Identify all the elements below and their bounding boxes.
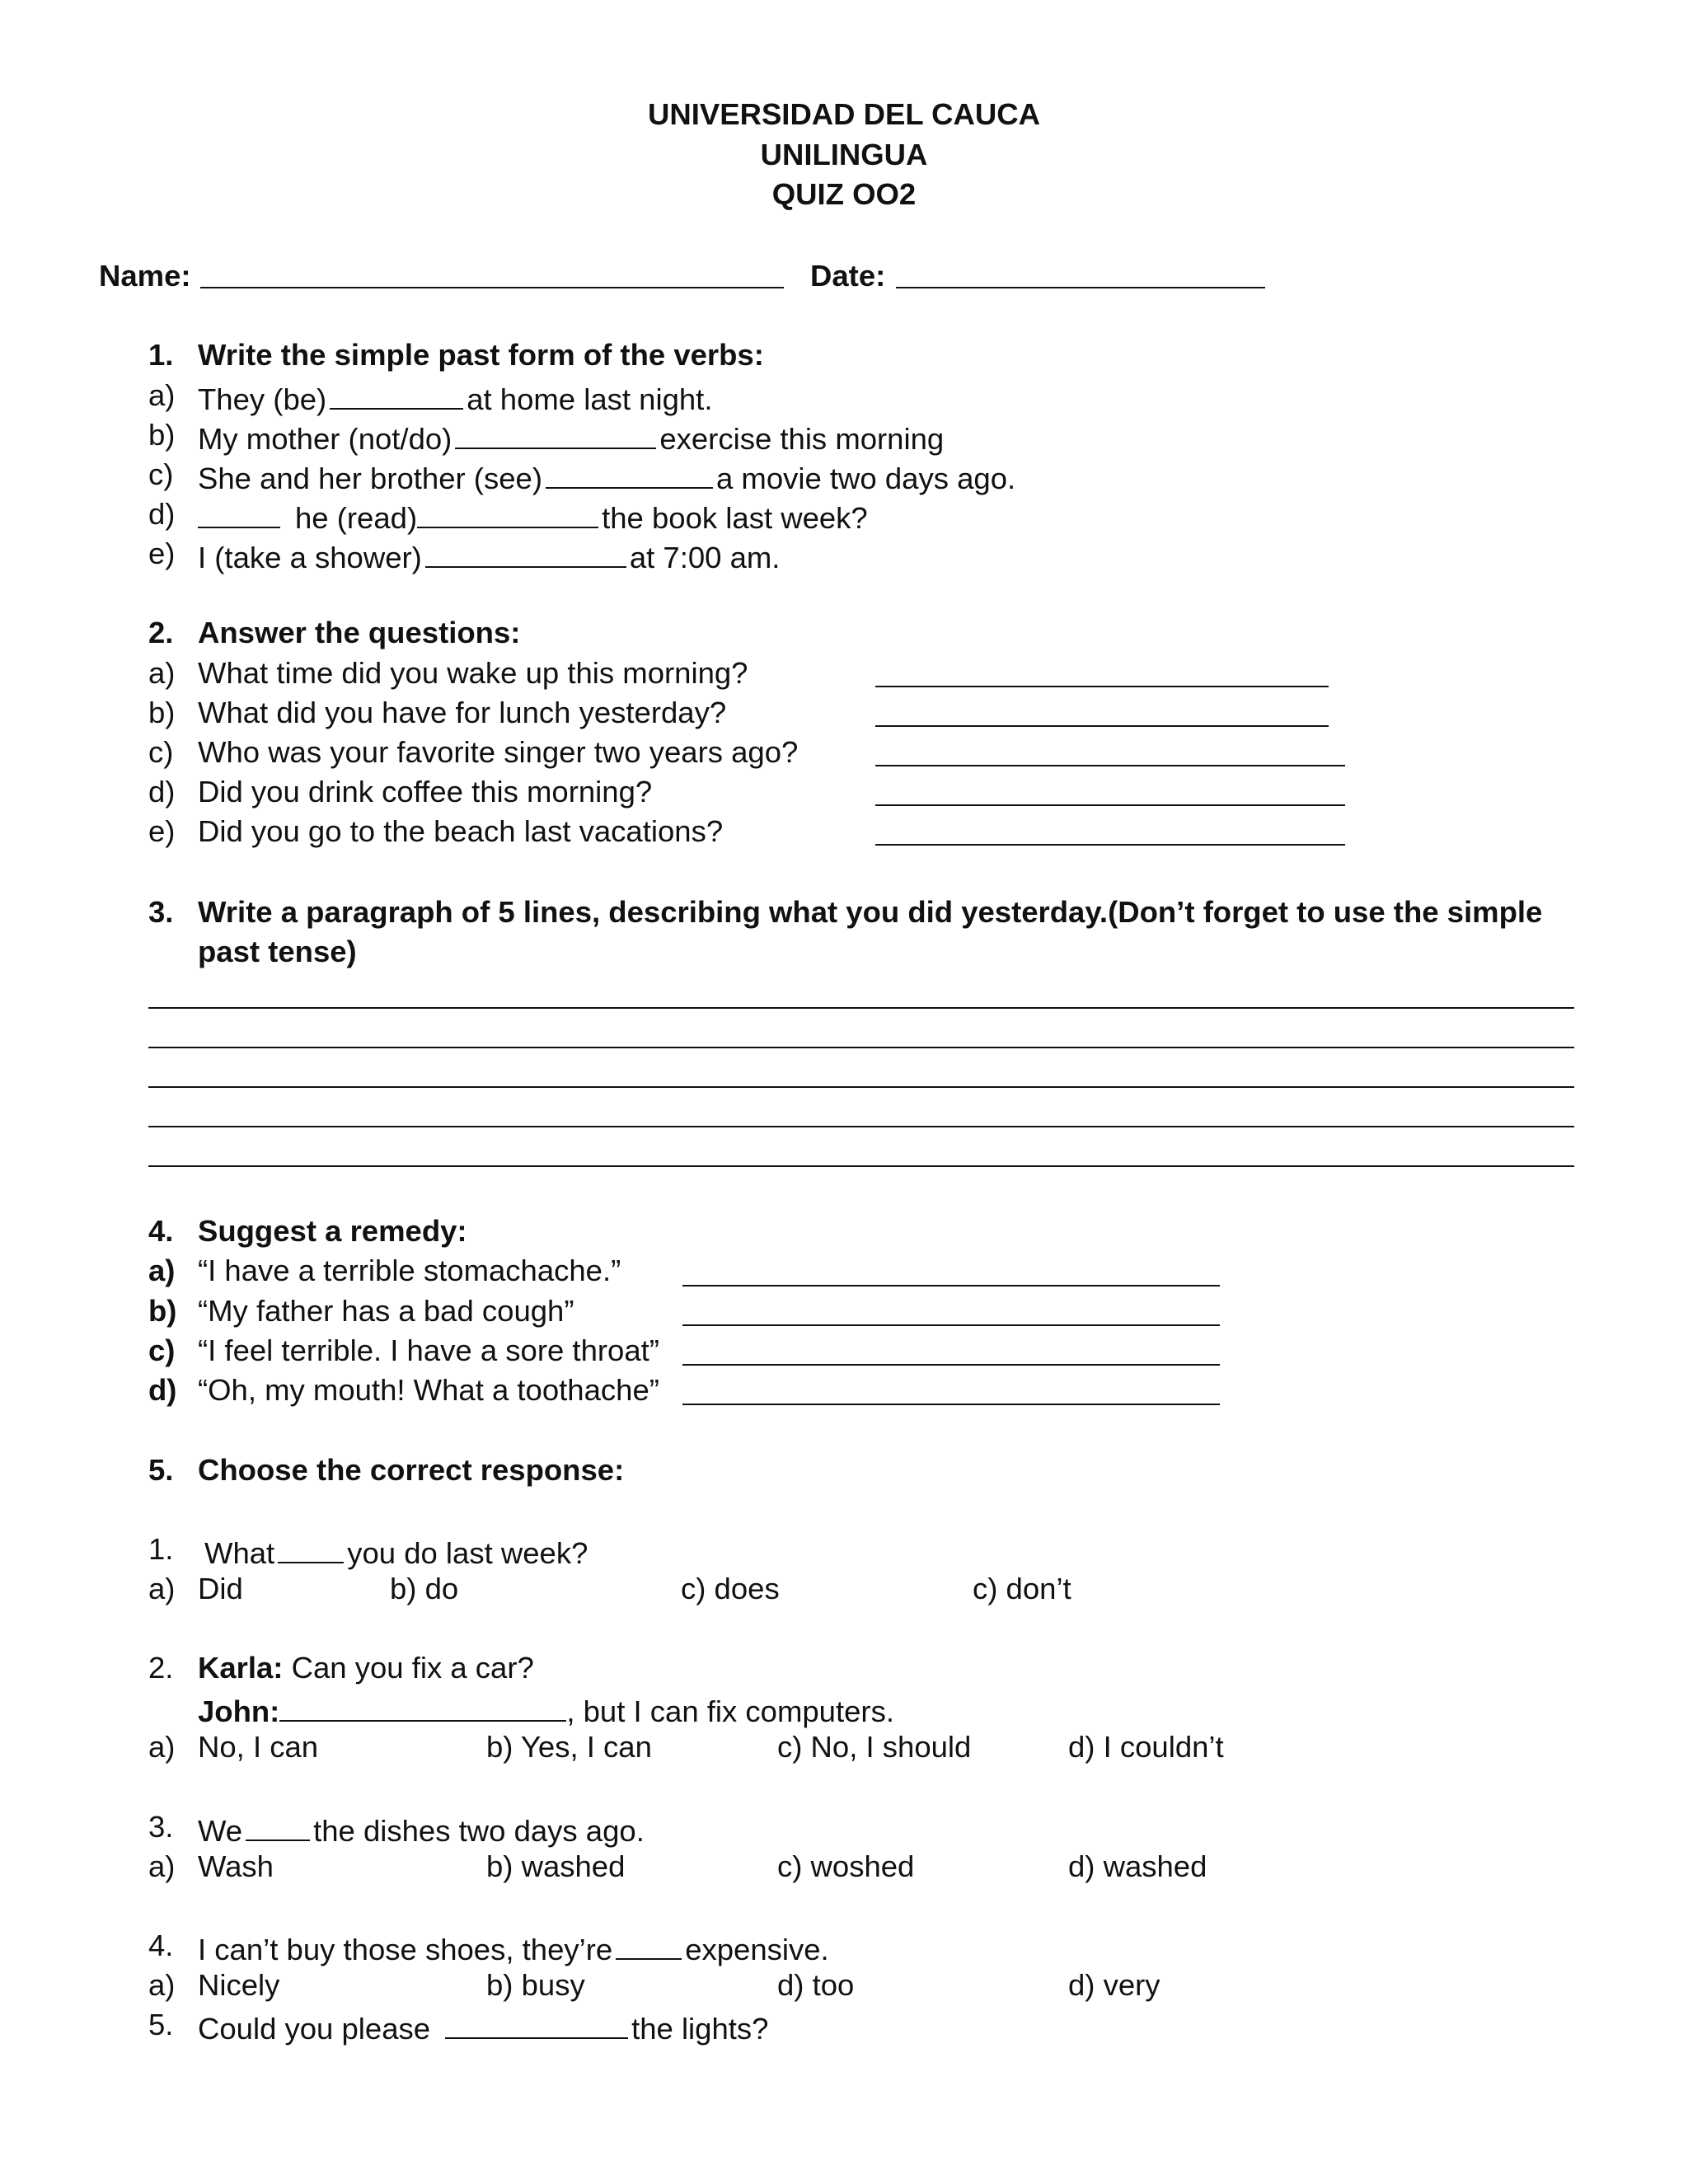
s5-q2-option-letter: a) [148, 1730, 176, 1764]
s5-q2-karla-line: Karla: Can you fix a car? [198, 1651, 534, 1685]
s4-item-d-answer-line[interactable] [682, 1404, 1220, 1405]
paragraph-line[interactable] [148, 1165, 1574, 1167]
s1-item-e: I (take a shower) at 7:00 am. [198, 540, 781, 574]
s2-item-c-question: Who was your favorite singer two years ago? [198, 735, 799, 769]
s5-q2-john-line: John: , but I can fix computers. [198, 1694, 894, 1728]
s5-q2-option-a[interactable]: No, I can [198, 1730, 319, 1764]
s4-item-d-letter: d) [148, 1373, 177, 1407]
s1-item-a: They (be) at home last night. [198, 382, 713, 416]
s1-item-b-blank[interactable] [455, 420, 656, 449]
s5-q3-blank[interactable] [246, 1812, 310, 1841]
s2-item-c-answer-line[interactable] [875, 765, 1345, 766]
s1-item-c-blank[interactable] [546, 460, 713, 489]
section-4-title: Suggest a remedy: [198, 1214, 467, 1248]
section-1-title: Write the simple past form of the verbs: [198, 338, 764, 372]
s5-q1-number: 1. [148, 1532, 174, 1566]
s2-item-e-letter: e) [148, 814, 176, 848]
s4-item-c-answer-line[interactable] [682, 1364, 1220, 1366]
s2-item-c-letter: c) [148, 735, 174, 769]
s4-item-c-letter: c) [148, 1333, 176, 1367]
s2-item-a-letter: a) [148, 656, 176, 690]
s1-item-d: he (read) the book last week? [198, 499, 868, 533]
s1-item-d-blank-2[interactable] [417, 499, 598, 528]
s5-q2-option-c[interactable]: c) No, I should [777, 1730, 972, 1764]
header-university: UNIVERSIDAD DEL CAUCA [648, 97, 1040, 131]
s5-q4-question: I can’t buy those shoes, they’re expensive. [198, 1932, 829, 1966]
s5-q3-option-a[interactable]: Wash [198, 1849, 274, 1883]
s2-item-a-answer-line[interactable] [875, 686, 1329, 687]
s1-item-c: She and her brother (see) a movie two days ago. [198, 461, 1016, 495]
s2-item-b-question: What did you have for lunch yesterday? [198, 696, 727, 729]
s5-q1-option-a[interactable]: Did [198, 1572, 243, 1605]
s1-item-b-letter: b) [148, 418, 176, 452]
s5-q2-blank[interactable] [279, 1693, 566, 1722]
s4-item-c-quote: “I feel terrible. I have a sore throat” [198, 1333, 659, 1367]
s2-item-b-answer-line[interactable] [875, 725, 1329, 727]
s5-q1-option-d[interactable]: c) don’t [973, 1572, 1071, 1605]
s4-item-b-letter: b) [148, 1294, 177, 1328]
paragraph-line[interactable] [148, 1126, 1574, 1127]
s2-item-a-question: What time did you wake up this morning? [198, 656, 748, 690]
s5-q5-number: 5. [148, 2008, 174, 2041]
section-4-number: 4. [148, 1214, 174, 1248]
s5-q4-number: 4. [148, 1929, 174, 1962]
paragraph-line[interactable] [148, 1007, 1574, 1009]
s2-item-d-letter: d) [148, 775, 176, 808]
s5-q5-question: Could you please the lights? [198, 2011, 769, 2046]
s5-q1-option-c[interactable]: c) does [681, 1572, 780, 1605]
s5-q4-option-b[interactable]: b) busy [486, 1968, 585, 2002]
s1-item-c-letter: c) [148, 457, 174, 491]
s5-q1-option-b[interactable]: b) do [390, 1572, 459, 1605]
s5-q4-option-a[interactable]: Nicely [198, 1968, 280, 2002]
s2-item-e-answer-line[interactable] [875, 844, 1345, 846]
s1-item-d-blank-1[interactable] [198, 499, 280, 528]
section-5-number: 5. [148, 1453, 174, 1487]
s5-q4-blank[interactable] [616, 1931, 682, 1960]
s5-q2-option-d[interactable]: d) I couldn’t [1068, 1730, 1224, 1764]
header-unilingua: UNILINGUA [760, 138, 928, 171]
section-2-title: Answer the questions: [198, 616, 521, 649]
s4-item-a-answer-line[interactable] [682, 1285, 1220, 1286]
s5-q5-blank[interactable] [445, 2010, 628, 2039]
paragraph-line[interactable] [148, 1047, 1574, 1048]
s1-item-a-blank[interactable] [330, 381, 463, 410]
s5-q3-option-letter: a) [148, 1849, 176, 1883]
s1-item-e-letter: e) [148, 537, 176, 570]
header-quiz-title: QUIZ OO2 [771, 177, 917, 211]
name-label: Name: [99, 259, 191, 293]
s5-q3-option-b[interactable]: b) washed [486, 1849, 626, 1883]
section-5-title: Choose the correct response: [198, 1453, 625, 1487]
s4-item-d-quote: “Oh, my mouth! What a toothache” [198, 1373, 659, 1407]
s2-item-e-question: Did you go to the beach last vacations? [198, 814, 724, 848]
s5-q4-option-c[interactable]: d) too [777, 1968, 855, 2002]
s5-q4-option-letter: a) [148, 1968, 176, 2002]
s1-item-d-letter: d) [148, 497, 176, 531]
s5-q1-question: What you do last week? [204, 1535, 588, 1570]
section-3-title-line-1: Write a paragraph of 5 lines, describing what you did yesterday.(Don’t forget to use the simple [198, 895, 1543, 929]
s5-q3-option-c[interactable]: c) woshed [777, 1849, 915, 1883]
s4-item-b-quote: “My father has a bad cough” [198, 1294, 574, 1328]
s5-q3-number: 3. [148, 1810, 174, 1844]
s5-q4-option-d[interactable]: d) very [1068, 1968, 1160, 2002]
section-2-number: 2. [148, 616, 174, 649]
s5-q3-option-d[interactable]: d) washed [1068, 1849, 1207, 1883]
s4-item-a-quote: “I have a terrible stomachache.” [198, 1254, 621, 1287]
s5-q2-number: 2. [148, 1651, 174, 1685]
s2-item-d-question: Did you drink coffee this morning? [198, 775, 653, 808]
s5-q2-option-b[interactable]: b) Yes, I can [486, 1730, 652, 1764]
s5-q3-question: We the dishes two days ago. [198, 1813, 645, 1848]
s1-item-e-blank[interactable] [425, 539, 626, 568]
paragraph-line[interactable] [148, 1086, 1574, 1088]
s2-item-d-answer-line[interactable] [875, 804, 1345, 806]
s1-item-b: My mother (not/do) exercise this morning [198, 421, 945, 456]
s5-q1-blank[interactable] [278, 1535, 344, 1563]
s4-item-b-answer-line[interactable] [682, 1324, 1220, 1326]
s2-item-b-letter: b) [148, 696, 176, 729]
name-blank[interactable] [200, 287, 784, 288]
section-3-title-line-2: past tense) [198, 935, 357, 968]
date-label: Date: [810, 259, 886, 293]
date-blank[interactable] [896, 287, 1265, 288]
s4-item-a-letter: a) [148, 1254, 176, 1287]
section-1-number: 1. [148, 338, 174, 372]
s5-q1-option-letter: a) [148, 1572, 176, 1605]
s1-item-a-letter: a) [148, 378, 176, 412]
section-3-number: 3. [148, 895, 174, 929]
